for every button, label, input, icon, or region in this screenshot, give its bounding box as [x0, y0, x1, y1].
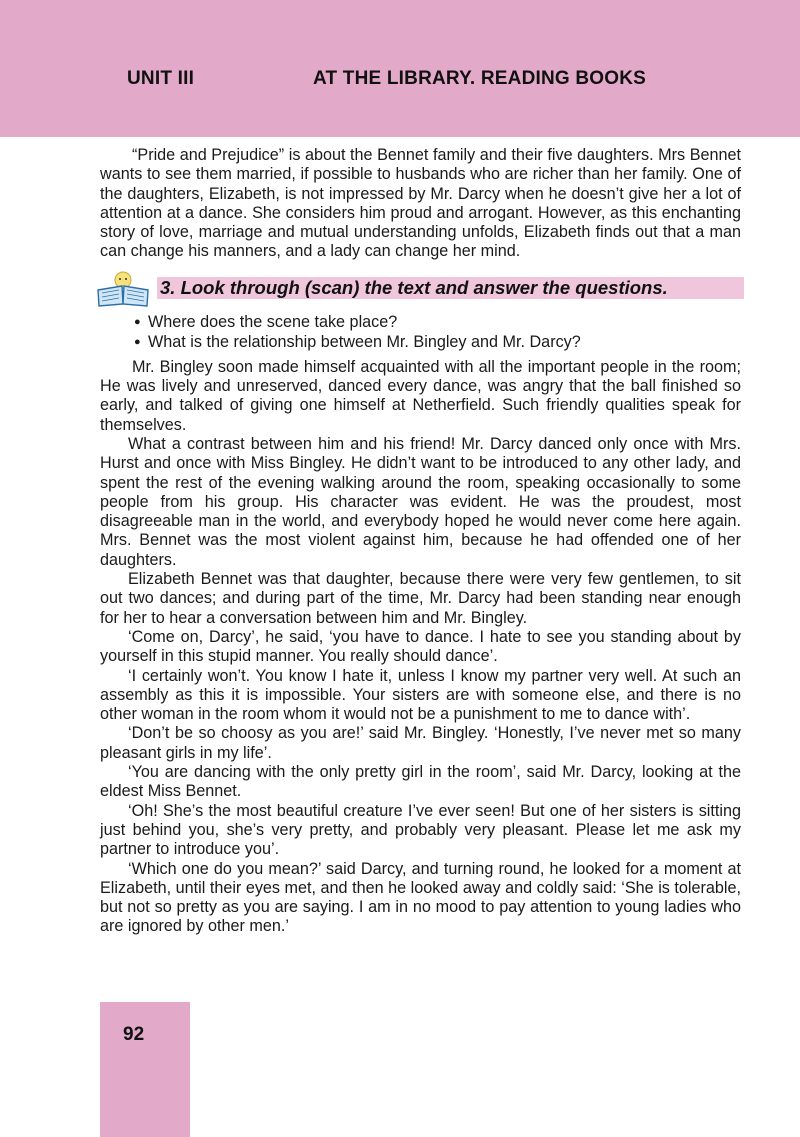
page-content [100, 146, 741, 937]
paragraph: ‘Come on, Darcy’, he said, ‘you have to dance. I hate to see you standing about by yourself in this stupid manner. You really should dance’. [100, 627, 741, 666]
reading-book-icon [94, 270, 154, 310]
exercise-title: 3. Look through (scan) the text and answer the questions. [160, 276, 668, 298]
exercise-3 [100, 270, 741, 312]
footer-tab [100, 1002, 190, 1137]
paragraph: Mr. Bingley soon made himself acquainted with all the important people in the room; He was lively and unreserved, danced every dance, was angry that the ball finished so early, and talked of giving one himself at Netherfield. Such friendly qualities speak for themselves. [100, 357, 741, 434]
unit-label: UNIT III [127, 68, 195, 89]
question-item: ● Where does the scene take place? [134, 312, 741, 332]
unit-title: AT THE LIBRARY. READING BOOKS [313, 68, 647, 89]
reading-text [100, 358, 741, 937]
paragraph: ‘I certainly won’t. You know I hate it, unless I know my partner very well. At such an assembly as this it is impossible. Your sisters are with someone else, and there is no other woman in the room whom it would not be a punishment to me to dance with’. [100, 666, 741, 724]
paragraph: ‘Don’t be so choosy as you are!’ said Mr. Bingley. ‘Honestly, I’ve never met so many pleasant girls in my life’. [100, 724, 741, 762]
question-item: ● What is the relationship between Mr. Bingley and Mr. Darcy? [134, 332, 741, 352]
paragraph: Elizabeth Bennet was that daughter, because there were very few gentlemen, to sit out two dances; and during part of the time, Mr. Darcy had been standing near enough for her to hear a conversation between him and Mr. Bingley. [100, 570, 741, 627]
paragraph: What a contrast between him and his friend! Mr. Darcy danced only once with Mrs. Hurst and once with Miss Bingley. He didn’t want to be introduced to any other lady, and spent the rest of the evening walking around the room, speaking occasionally to some people from his group. His character was evident. He was the proudest, most disagreeable man in the world, and everybody hoped he would never come here again. Mrs. Bennet was the most violent against him, because he had offended one of her daughters. [100, 434, 741, 569]
paragraph: ‘You are dancing with the only pretty girl in the room’, said Mr. Darcy, looking at the eldest Miss Bennet. [100, 763, 741, 801]
intro-paragraph: “Pride and Prejudice” is about the Bennet family and their five daughters. Mrs Bennet wants to see them married, if possible to husbands who are richer than her family. One of the daughters, Elizabeth, is not impressed by Mr. Darcy when he doesn’t give her a lot of attention at a dance. She considers him proud and arrogant. However, as this enchanting story of love, marriage and mutual understanding unfolds, Elizabeth finds out that a man can change his manners, and a lady can change her mind. [100, 146, 741, 261]
header-band [0, 0, 800, 137]
paragraph: ‘Oh! She’s the most beautiful creature I’ve ever seen! But one of her sisters is sitting just behind you, she’s very pretty, and probably very pleasant. Please let me ask my partner to introduce you’. [100, 801, 741, 859]
page-number: 92 [123, 1024, 145, 1045]
paragraph: ‘Which one do you mean?’ said Darcy, and turning round, he looked for a moment at Elizabeth, until their eyes met, and then he looked away and coldly said: ‘She is tolerable, but not so pretty as you are saying. I am in no mood to pay attention to young ladies who are ignored by other men.’ [100, 859, 741, 936]
question-list [134, 312, 741, 352]
